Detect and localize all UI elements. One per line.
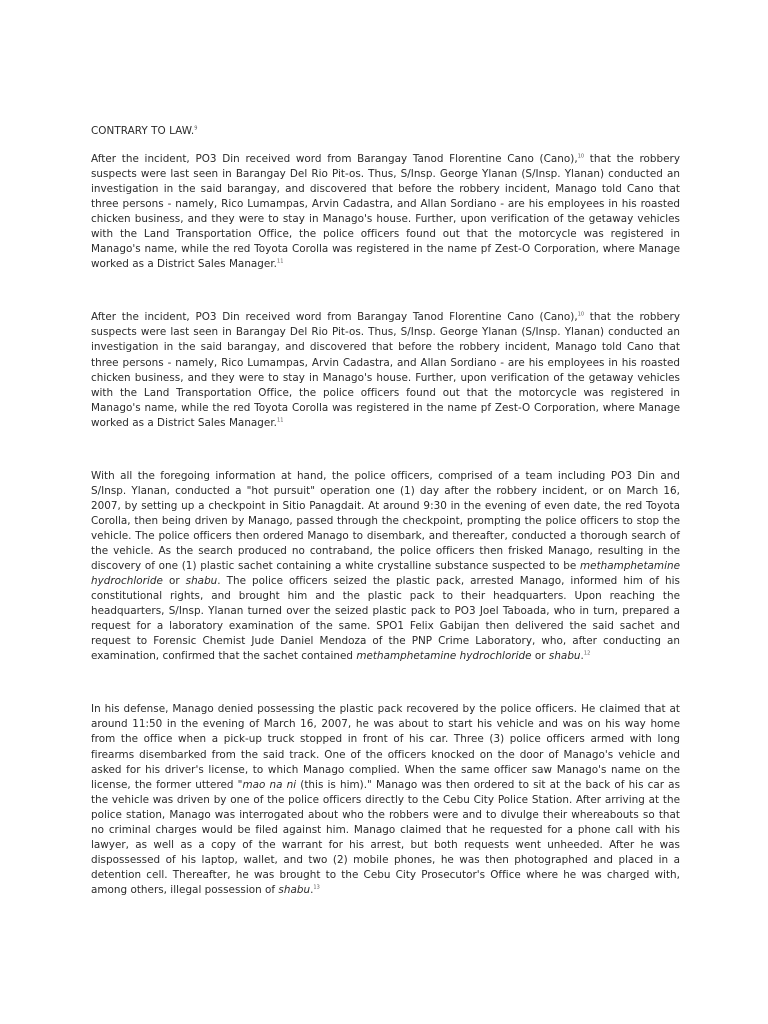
italic-term: methamphetamine hydrochloride [91, 560, 680, 588]
paragraph-text: In his defense, Manago denied possessing the plastic pack recovered by the police officers. He claimed that at around 11:50 in the evening of March 16, 2007, he was about to start his vehicle and was on his way home from the office when a pick-up truck stopped in front of his car. Three (3) police officers armed with long firearms disembarked from the said track. One of the officers knocked on the door of Manago's vehicle and asked for his driver's license, to which Manago complied. When the same officer saw Manago's name on the license, the former uttered " [91, 703, 680, 791]
paragraph-text: After the incident, PO3 Din received word from Barangay Tanod Florentine Cano (Cano), [91, 311, 578, 324]
footnote-ref: 11 [277, 258, 284, 265]
paragraph-text: . [580, 650, 584, 663]
paragraph-text: that the robbery suspects were last seen in Barangay Del Rio Pit-os. Thus, S/Insp. George Ylanan (S/Insp. Ylanan) conducted an investigation in the said barangay, and discovered that before the robbery incident, Manago told Cano that three persons - namely, Rico Lumampas, Arvin Cadastra, and Allan Sordiano - are his employees in his roasted chicken business, and they were to stay in Manago's house. Further, upon verification of the getaway vehicles with the Land Transportation Office, the police officers found out that the motorcycle was registered in Manago's name, while the red Toyota Corolla was registered in the name pf Zest-O Corporation, where Manage worked as a District Sales Manager. [91, 311, 681, 429]
paragraph-incident-2 [91, 310, 680, 430]
footnote-ref: 10 [577, 153, 585, 160]
paragraph-text: . The police officers seized the plastic pack, arrested Manago, informed him of his constitutional rights, and brought him and the plastic pack to their headquarters. Upon reaching the headquarters, S/Insp. Ylanan turned over the seized plastic pack to PO3 Joel Taboada, who in turn, prepared a request for a laboratory examination of the same. SPO1 Felix Gabijan then delivered the said sachet and request to Forensic Chemist Jude Daniel Mendoza of the PNP Crime Laboratory, who, after conducting an examination, confirmed that the sachet contained [91, 575, 680, 663]
italic-term: methamphetamine hydrochloride [356, 650, 532, 663]
footnote-ref: 11 [277, 417, 284, 424]
paragraph-text: or [531, 650, 549, 663]
footnote-ref: 13 [313, 884, 320, 891]
paragraph-text: . [310, 883, 314, 896]
italic-term: shabu [278, 883, 311, 896]
paragraph-text: After the incident, PO3 Din received word from Barangay Tanod Florentine Cano (Cano), [91, 153, 578, 165]
italic-term: mao na ni [242, 778, 297, 791]
italic-term: shabu [548, 650, 581, 663]
heading-text: CONTRARY TO LAW. [91, 125, 195, 137]
paragraph-text: With all the foregoing information at hand, the police officers, comprised of a team including PO3 Din and S/Insp. Ylanan, conducted a "hot pursuit" operation one (1) day after the robbery incident, or on March 16, 2007, by setting up a checkpoint in Sitio Panagdait. At around 9:30 in the evening of even date, the red Toyota Corolla, then being driven by Manago, passed through the checkpoint, prompting the police officers to stop the vehicle. The police officers then ordered Manago to disembark, and thereafter, conducted a thorough search of the vehicle. As the search produced no contraband, the police officers then frisked Manago, resulting in the discovery of one (1) plastic sachet containing a white crystalline substance suspected to be [91, 469, 680, 573]
paragraph-incident-1 [91, 152, 680, 272]
paragraph-defense [91, 702, 680, 898]
footnote-ref: 10 [577, 311, 585, 318]
paragraph-text: or [162, 575, 186, 588]
section-heading [91, 124, 680, 139]
paragraph-text: that the robbery suspects were last seen in Barangay Del Rio Pit-os. Thus, S/Insp. George Ylanan (S/Insp. Ylanan) conducted an investigation in the said barangay, and discovered that before the robbery incident, Manago told Cano that three persons - namely, Rico Lumampas, Arvin Cadastra, and Allan Sordiano - are his employees in his roasted chicken business, and they were to stay in Manago's house. Further, upon verification of the getaway vehicles with the Land Transportation Office, the police officers found out that the motorcycle was registered in Manago's name, while the red Toyota Corolla was registered in the name pf Zest-O Corporation, where Manage worked as a District Sales Manager. [91, 153, 681, 271]
footnote-ref: 12 [583, 650, 591, 657]
italic-term: shabu [185, 575, 218, 588]
footnote-ref: 9 [194, 125, 198, 132]
paragraph-text: (this is him)." Manago was then ordered to sit at the back of his car as the vehicle was driven by one of the police officers directly to the Cebu City Police Station. After arriving at the police station, Manago was interrogated about who the robbers were and to divulge their whereabouts so that no criminal charges would be filed against him. Manago claimed that he requested for a phone call with his lawyer, as well as a copy of the warrant for his arrest, but both requests went unheeded. After he was dispossessed of his laptop, wallet, and two (2) mobile phones, he was then photographed and placed in a detention cell. Thereafter, he was brought to the Cebu City Prosecutor's Office where he was charged with, among others, illegal possession of [91, 778, 681, 896]
paragraph-hot-pursuit [91, 469, 680, 665]
